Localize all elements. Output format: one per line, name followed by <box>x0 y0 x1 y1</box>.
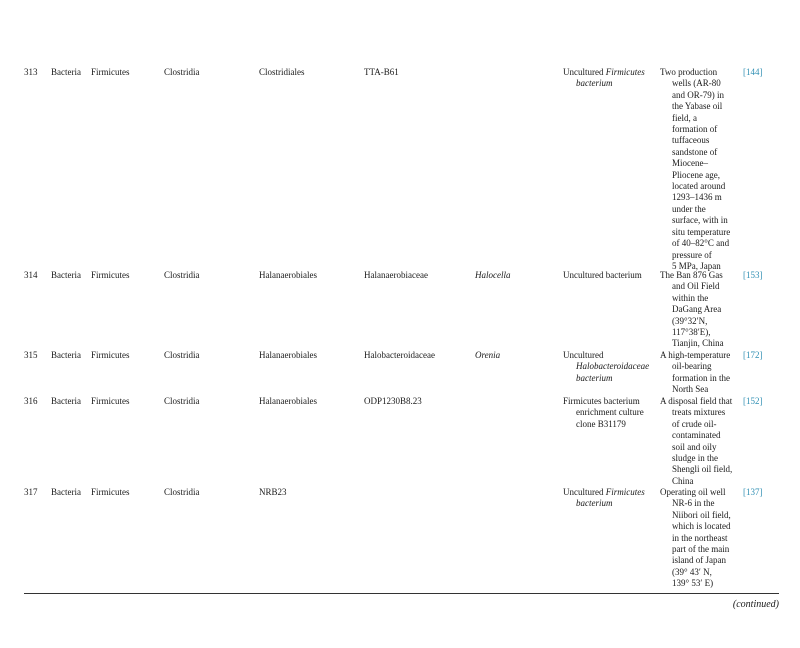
source-line: and Oil Field <box>672 281 720 292</box>
source-line: A disposal field that <box>660 396 733 406</box>
cell-source <box>660 350 740 396</box>
cell-class: Clostridia <box>164 67 200 77</box>
source-line: located around <box>672 181 726 192</box>
cell-phylum: Firmicutes <box>91 350 130 360</box>
source-line: under the <box>672 203 706 214</box>
cell-order: Clostridiales <box>259 67 305 77</box>
continued-label: (continued) <box>732 599 779 610</box>
cell-order: Halanaerobiales <box>259 270 317 280</box>
cell-phylum: Firmicutes <box>91 396 130 406</box>
organism-line: enrichment culture <box>576 407 644 418</box>
source-line: contaminated <box>672 430 721 441</box>
organism-line: Firmicutes bacterium <box>563 396 640 406</box>
cell-domain: Bacteria <box>51 487 81 497</box>
table-bottom-rule <box>24 593 779 594</box>
source-line: A high-temperature <box>660 350 731 360</box>
source-line: Miocene– <box>672 158 708 169</box>
cell-number: 315 <box>24 350 38 360</box>
organism-line: Uncultured <box>563 350 604 360</box>
cell-class: Clostridia <box>164 350 200 360</box>
cell-phylum: Firmicutes <box>91 67 130 77</box>
cell-source <box>660 270 740 350</box>
source-line: The Ban 876 Gas <box>660 270 723 280</box>
source-line: of 40–82°C and <box>672 238 730 249</box>
source-line: 1293–1436 m <box>672 192 722 203</box>
source-line: DaGang Area <box>672 304 722 315</box>
source-line: and OR-79) in <box>672 89 724 100</box>
source-line: 5 MPa, Japan <box>672 260 721 271</box>
source-line: in the northeast <box>672 532 728 543</box>
cell-source <box>660 396 740 487</box>
cell-genus: Halocella <box>475 270 511 280</box>
cell-phylum: Firmicutes <box>91 270 130 280</box>
source-line: pressure of <box>672 249 712 260</box>
cell-organism: Uncultured Firmicutes bacterium <box>563 487 656 510</box>
cell-organism: Uncultured Firmicutes bacterium <box>563 67 656 90</box>
organism-line: Uncultured bacterium <box>563 270 642 280</box>
cell-source <box>660 67 740 272</box>
cell-number: 316 <box>24 396 38 406</box>
source-line: 117°38′E), <box>672 327 711 338</box>
source-line: formation in the <box>672 372 730 383</box>
source-line: of crude oil- <box>672 418 717 429</box>
cell-domain: Bacteria <box>51 67 81 77</box>
cell-source <box>660 487 740 590</box>
source-line: Shengli oil field, <box>672 464 733 475</box>
source-line: sandstone of <box>672 146 718 157</box>
source-line: Operating oil well <box>660 487 726 497</box>
cell-family: Halobacteroidaceae <box>364 350 435 360</box>
source-line: part of the main <box>672 544 730 555</box>
cell-class: Clostridia <box>164 396 200 406</box>
source-line: Two production <box>660 67 718 77</box>
source-line: the Yabase oil <box>672 101 723 112</box>
organism-line: bacterium <box>576 372 613 383</box>
source-line: Pliocene age, <box>672 169 720 180</box>
source-line: field, a <box>672 112 697 123</box>
cell-reference: [152] <box>743 396 763 406</box>
cell-class: Clostridia <box>164 270 200 280</box>
cell-domain: Bacteria <box>51 270 81 280</box>
source-line: surface, with in <box>672 215 728 226</box>
cell-organism <box>563 350 656 384</box>
source-line: oil-bearing <box>672 361 712 372</box>
cell-domain: Bacteria <box>51 350 81 360</box>
source-line: situ temperature <box>672 226 731 237</box>
cell-family: Halanaerobiaceae <box>364 270 428 280</box>
cell-number: 317 <box>24 487 38 497</box>
cell-phylum: Firmicutes <box>91 487 130 497</box>
cell-organism <box>563 396 656 430</box>
cell-genus: Orenia <box>475 350 501 360</box>
cell-reference: [137] <box>743 487 763 497</box>
cell-order: NRB23 <box>259 487 287 497</box>
cell-reference: [172] <box>743 350 763 360</box>
source-line: within the <box>672 292 709 303</box>
cell-organism <box>563 270 656 281</box>
organism-italic: Firmicutes <box>605 67 645 77</box>
source-line: 139° 53′ E) <box>672 578 714 589</box>
cell-reference: [144] <box>743 67 763 77</box>
source-line: China <box>672 475 694 486</box>
source-line: wells (AR-80 <box>672 78 721 89</box>
source-line: Niibori oil field, <box>672 509 731 520</box>
source-line: (39°32′N, <box>672 315 708 326</box>
cell-order: Halanaerobiales <box>259 350 317 360</box>
cell-number: 314 <box>24 270 38 280</box>
source-line: soil and oily <box>672 441 717 452</box>
source-line: formation of <box>672 124 718 135</box>
organism-line: bacterium <box>576 498 613 509</box>
cell-domain: Bacteria <box>51 396 81 406</box>
organism-line: clone B31179 <box>576 418 626 429</box>
source-line: Tianjin, China <box>672 338 724 349</box>
source-line: sludge in the <box>672 453 718 464</box>
cell-reference: [153] <box>743 270 763 280</box>
organism-line: Halobacteroidaceae <box>576 361 650 372</box>
organism-italic: Firmicutes <box>605 487 645 497</box>
source-line: which is located <box>672 521 731 532</box>
source-line: North Sea <box>672 384 709 395</box>
organism-line: bacterium <box>576 78 613 89</box>
cell-order: Halanaerobiales <box>259 396 317 406</box>
source-line: (39° 43′ N, <box>672 566 712 577</box>
cell-class: Clostridia <box>164 487 200 497</box>
cell-family: TTA-B61 <box>364 67 399 77</box>
source-line: NR-6 in the <box>672 498 715 509</box>
cell-number: 313 <box>24 67 38 77</box>
source-line: island of Japan <box>672 555 726 566</box>
cell-family: ODP1230B8.23 <box>364 396 422 406</box>
source-line: treats mixtures <box>672 407 726 418</box>
source-line: tuffaceous <box>672 135 710 146</box>
